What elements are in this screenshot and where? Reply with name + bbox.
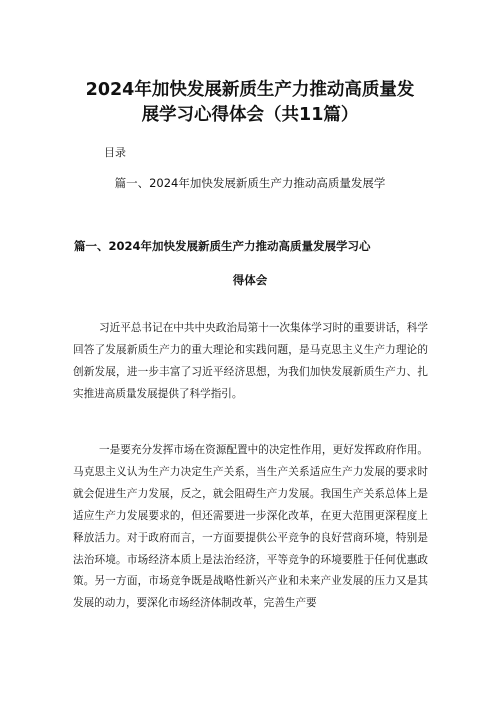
document-title [0, 78, 500, 128]
toc-item[interactable]: 篇一、2024年加快发展新质生产力推动高质量发展学 [114, 176, 386, 190]
body-paragraph [73, 440, 428, 615]
document-title-line-2: 展学习心得体会（共11篇） [141, 105, 359, 125]
document-title-line-1: 2024年加快发展新质生产力推动高质量发 [85, 80, 415, 100]
paragraph-text: 习近平总书记在中共中央政治局第十一次集体学习时的重要讲话，科学回答了发展新质生产力的重大理论和实践问题，是马克思主义生产力理论的创新发展，进一步丰富了习近平经济思想，为我们加快发展新质生产力、扎实推进高质量发展提供了科学指引。 [73, 322, 428, 400]
body-paragraph [73, 318, 428, 406]
paragraph-text: 一是要充分发挥市场在资源配置中的决定性作用，更好发挥政府作用。马克思主义认为生产力决定生产关系，当生产关系适应生产力发展的要求时就会促进生产力发展，反之，就会阻碍生产力发展。我国生产关系总体上是适应生产力发展要求的，但还需要进一步深化改革，在更大范围更深程度上释放活力。对于政府而言，一方面要提供公平竞争的良好营商环境，特别是法治环境。市场经济本质上是法治经济，平等竞争的环境要胜于任何优惠政策。另一方面，市场竞争既是战略性新兴产业和未来产业发展的压力又是其发展的动力，要深化市场经济体制改革，完善生产要 [73, 444, 428, 610]
section-heading: 篇一、2024年加快发展新质生产力推动高质量发展学习心 [74, 239, 371, 253]
section-heading-continued: 得体会 [232, 273, 268, 287]
toc-label: 目录 [104, 146, 126, 159]
